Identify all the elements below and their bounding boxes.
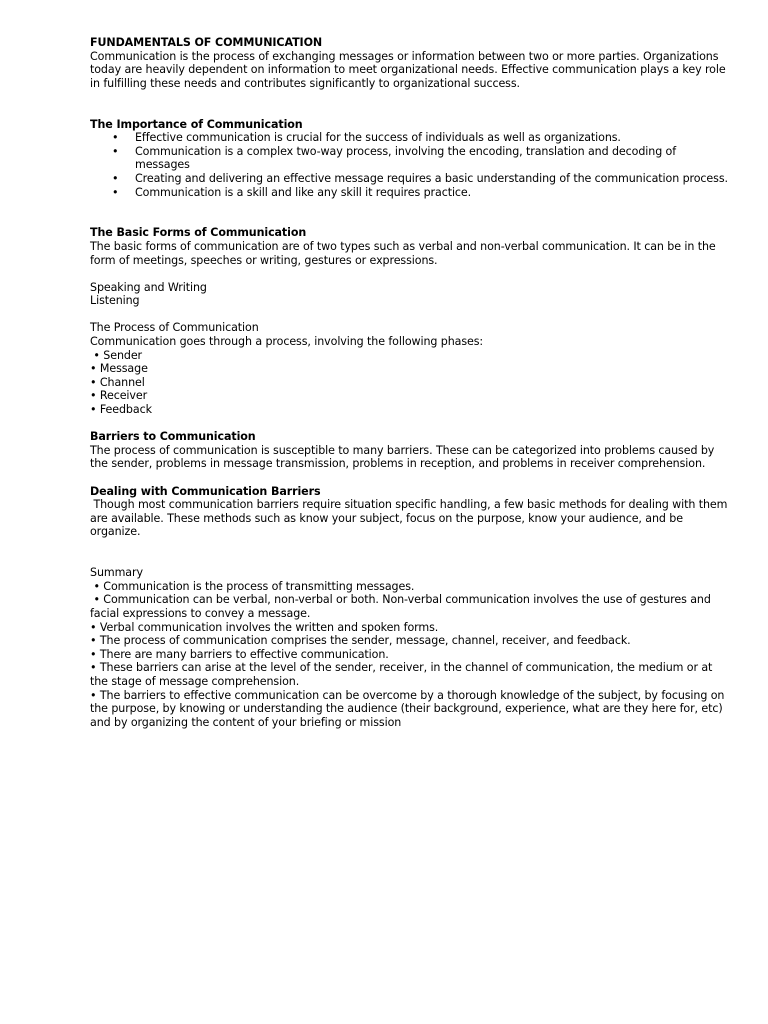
list-item: • Communication is the process of transmitting messages. — [90, 579, 415, 593]
list-item: • These barriers can arise at the level of the sender, receiver, in the channel of communication, the medium or at the stage of message comprehension. — [90, 661, 713, 688]
list-item: • The barriers to effective communication can be overcome by a thorough knowledge of the subject, by focusing on the purpose, by knowing or understanding the audience (their background, experience, what are they here for, etc) and by organizing the content of your briefing or mission — [90, 688, 725, 729]
spacer — [90, 471, 730, 485]
list-item: • Message — [90, 362, 148, 376]
process-paragraph: Communication goes through a process, involving the following phases: — [90, 335, 484, 349]
document-title: FUNDAMENTALS OF COMMUNICATION — [90, 36, 323, 49]
basic-forms-heading: The Basic Forms of Communication — [90, 226, 307, 240]
list-item: • Verbal communication involves the written and spoken forms. — [90, 620, 439, 634]
list-item: • The process of communication comprises the sender, message, channel, receiver, and feedback. — [90, 634, 631, 648]
list-item-text: Communication is a complex two-way process, involving the encoding, translation and decoding of messages — [135, 144, 677, 172]
bullet-icon: • — [112, 185, 119, 199]
list-item-text: Effective communication is crucial for the success of individuals as well as organizations. — [135, 131, 621, 145]
barriers-paragraph: The process of communication is susceptible to many barriers. These can be categorized into problems caused by the sender, problems in message transmission, problems in reception, and problems in receiver comprehension. — [90, 443, 715, 471]
list-item — [90, 145, 730, 172]
skill-line: Listening — [90, 294, 140, 308]
summary-list — [90, 580, 730, 730]
basic-forms-paragraph: The basic forms of communication are of two types such as verbal and non-verbal communication. It can be in the form of meetings, speeches or writing, gestures or expressions. — [90, 239, 716, 267]
list-item — [90, 172, 730, 186]
importance-list — [90, 131, 730, 199]
barriers-heading: Barriers to Communication — [90, 430, 256, 444]
list-item: • Feedback — [90, 403, 152, 417]
dealing-paragraph: Though most communication barriers require situation specific handling, a few basic methods for dealing with them are available. These methods such as know your subject, focus on the purpose, know your audience, and be organize. — [90, 498, 731, 539]
spacer — [90, 90, 730, 117]
list-item — [90, 131, 730, 145]
process-heading: The Process of Communication — [90, 321, 259, 335]
spacer — [90, 417, 730, 431]
spacer — [90, 539, 730, 566]
summary-heading: Summary — [90, 566, 143, 580]
document-page — [90, 36, 730, 729]
list-item-text: Creating and delivering an effective message requires a basic understanding of the communication process. — [135, 171, 728, 185]
skill-line: Speaking and Writing — [90, 280, 207, 294]
dealing-heading: Dealing with Communication Barriers — [90, 484, 321, 498]
list-item: • Communication can be verbal, non-verbal or both. Non-verbal communication involves the use of gestures and facial expressions to convey a message. — [90, 593, 715, 620]
bullet-icon: • — [112, 144, 119, 158]
process-phase-list — [90, 349, 730, 417]
spacer — [90, 308, 730, 322]
list-item: • There are many barriers to effective communication. — [90, 647, 389, 661]
bullet-icon: • — [112, 171, 119, 185]
importance-heading: The Importance of Communication — [90, 117, 303, 131]
spacer — [90, 199, 730, 226]
intro-paragraph: Communication is the process of exchanging messages or information between two or more parties. Organizations today are heavily dependent on information to meet organizational needs. Effective communication plays a key role in fulfilling these needs and contributes significantly to organizational success. — [90, 49, 726, 90]
spacer — [90, 267, 730, 281]
list-item-text: Communication is a skill and like any skill it requires practice. — [135, 185, 472, 199]
list-item: • Sender — [90, 348, 143, 362]
bullet-icon: • — [112, 131, 119, 145]
list-item — [90, 186, 730, 200]
list-item: • Channel — [90, 375, 145, 389]
list-item: • Receiver — [90, 389, 148, 403]
